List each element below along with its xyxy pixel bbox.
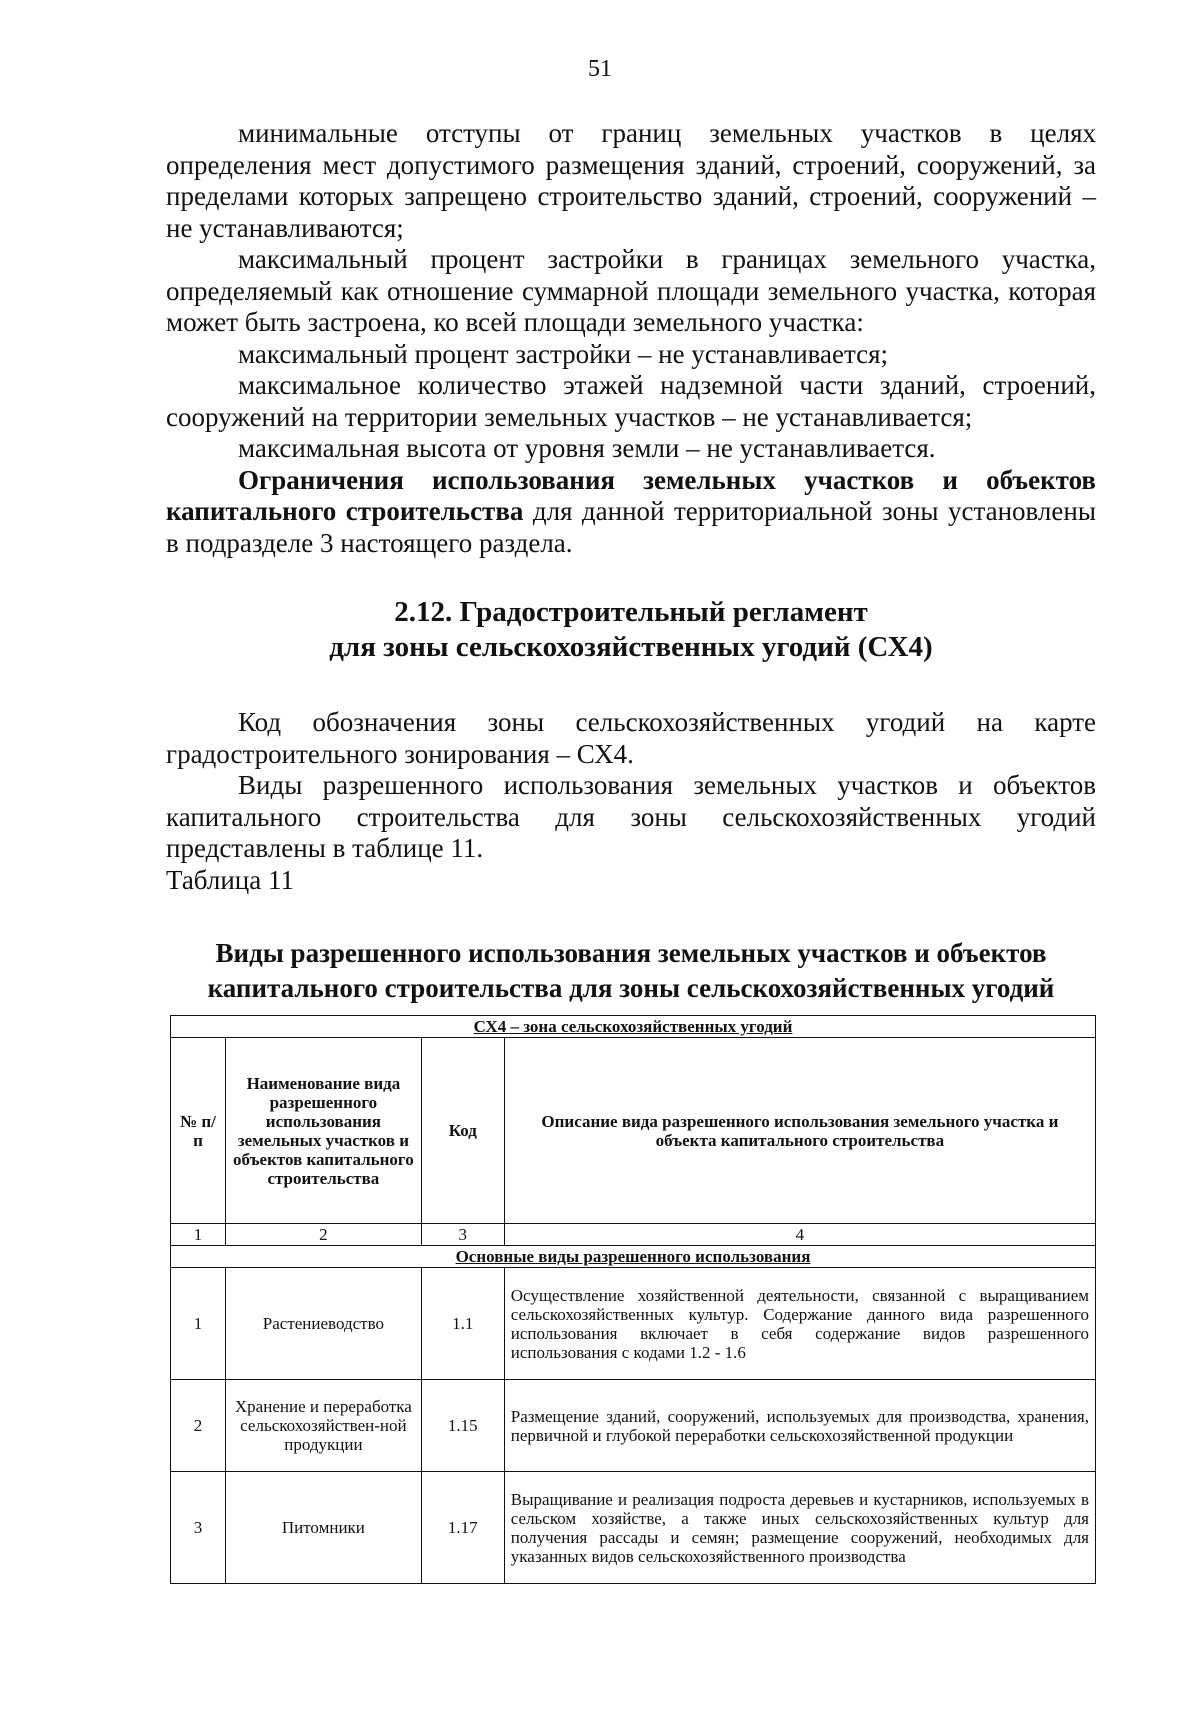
col-number: 3 [421, 1224, 504, 1246]
row-name: Питомники [225, 1472, 421, 1584]
row-code: 1.15 [421, 1380, 504, 1472]
table-row [171, 1472, 1096, 1584]
paragraph: максимальное количество этажей надземной части зданий, строений, сооружений на территории земельных участков – не устанавливается; [166, 370, 1096, 432]
intro-paragraph: Код обозначения зоны сельскохозяйственных угодий на карте градостроительного зонирования – СХ4. [166, 707, 1096, 769]
table-title-line1: Виды разрешенного использования земельных участков и объектов [215, 938, 1047, 968]
header-desc: Описание вида разрешенного использования земельного участка и объекта капитального строительства [504, 1038, 1095, 1224]
paragraph: максимальный процент застройки – не устанавливается; [238, 338, 889, 369]
row-desc: Осуществление хозяйственной деятельности, связанной с выращиванием сельскохозяйственных культур. Содержание данного вида разрешенного использования включает в себя содержание видов разрешенного использования с кодами 1.2 - 1.6 [504, 1268, 1095, 1380]
row-num: 2 [171, 1380, 226, 1472]
paragraph: максимальный процент застройки в границах земельного участка, определяемый как отношение суммарной площади земельного участка, которая может быть застроена, ко всей площади земельного участка: [166, 244, 1096, 337]
row-desc: Выращивание и реализация подроста деревьев и кустарников, используемых в сельском хозяйстве, а также иных сельскохозяйственных культур для получения рассады и семян; размещение сооружений, необходимых для указанных видов сельскохозяйственного производства [504, 1472, 1095, 1584]
section-heading-line2: для зоны сельскохозяйственных угодий (СХ4) [329, 631, 933, 663]
col-number: 1 [171, 1224, 226, 1246]
header-code: Код [421, 1038, 504, 1224]
row-code: 1.17 [421, 1472, 504, 1584]
paragraph: минимальные отступы от границ земельных участков в целях определения мест допустимого размещения зданий, строений, сооружений, за пределами которых запрещено строительство зданий, строений, сооружений – не устанавливаются; [166, 118, 1096, 243]
row-name: Растениеводство [225, 1268, 421, 1380]
table-title [166, 936, 1096, 1006]
table-row [171, 1268, 1096, 1380]
row-num: 1 [171, 1268, 226, 1380]
row-name: Хранение и переработка сельскохозяйствен-ной продукции [225, 1380, 421, 1472]
column-number-row [171, 1224, 1096, 1246]
row-code: 1.1 [421, 1268, 504, 1380]
section-heading-line1: 2.12. Градостроительный регламент [394, 596, 868, 628]
regulation-table [170, 1015, 1096, 1584]
header-name: Наименование вида разрешенного использования земельных участков и объектов капитального строительства [225, 1038, 421, 1224]
zone-cell: СХ4 – зона сельскохозяйственных угодий [171, 1016, 1096, 1038]
table-title-line2: капитального строительства для зоны сельскохозяйственных угодий [207, 973, 1055, 1003]
section-heading [166, 595, 1096, 665]
restriction-bold: Ограничения использования земельных участков и объектов капитального строительства [166, 464, 1096, 526]
group-cell: Основные виды разрешенного использования [171, 1246, 1096, 1268]
table-label: Таблица 11 [166, 864, 294, 895]
table-row [171, 1380, 1096, 1472]
page-number: 51 [588, 56, 612, 82]
row-desc: Размещение зданий, сооружений, используемых для производства, хранения, первичной и глубокой переработки сельскохозяйственной продукции [504, 1380, 1095, 1472]
paragraph: максимальная высота от уровня земли – не устанавливается. [238, 433, 936, 463]
zone-row [171, 1016, 1096, 1038]
col-number: 4 [504, 1224, 1095, 1246]
restriction-paragraph [166, 465, 1096, 560]
document-body [166, 118, 1096, 1006]
header-num: № п/п [171, 1038, 226, 1224]
intro-paragraph: Виды разрешенного использования земельных участков и объектов капитального строительства для зоны сельскохозяйственных угодий представлены в таблице 11. [166, 770, 1096, 863]
header-row [171, 1038, 1096, 1224]
restriction-rest: для данной территориальной зоны установлены в подразделе 3 настоящего раздела. [166, 496, 1096, 558]
col-number: 2 [225, 1224, 421, 1246]
group-row [171, 1246, 1096, 1268]
row-num: 3 [171, 1472, 226, 1584]
